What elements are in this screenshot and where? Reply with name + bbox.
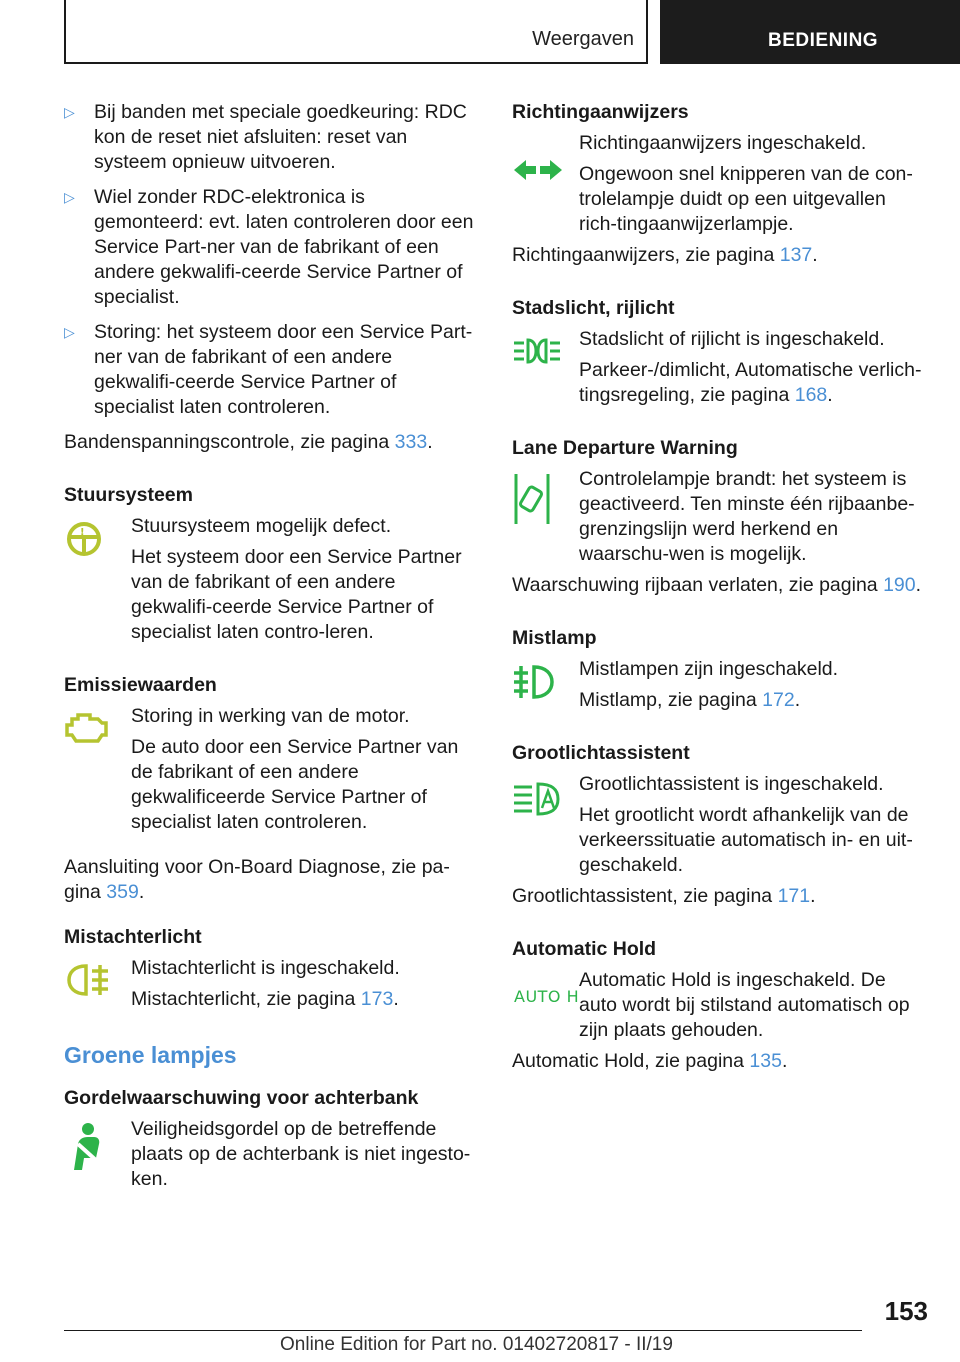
turn-line1: Richtingaanwijzers ingeschakeld. [579, 132, 867, 154]
emission-title: Emissiewaarden [64, 674, 217, 696]
parking-entry [512, 296, 924, 408]
page-link-190[interactable]: 190 [883, 574, 916, 596]
triangle-bullet-icon: ▷ [64, 104, 75, 120]
page-link-168[interactable]: 168 [794, 384, 828, 406]
lane-reference [512, 573, 924, 598]
ref-end: . [810, 885, 816, 907]
turn-title: Richtingaanwijzers [512, 101, 689, 123]
ref-text: Richtingaanwijzers, zie pagina [512, 244, 780, 266]
lane-departure-icon [512, 472, 552, 526]
fog-entry [512, 626, 924, 713]
rear-fog-light-icon [64, 961, 114, 999]
steering-line2: Het systeem door een Service Partner van de fabrikant of een andere gekwalifi-ceerde Service Partner of specialist laten contro-leren. [131, 546, 462, 643]
autohold-title: Automatic Hold [512, 938, 657, 960]
header-section-title: Weergaven [532, 28, 634, 50]
parking-title: Stadslicht, rijlicht [512, 297, 675, 319]
rearfog-reference [64, 987, 476, 1012]
lane-entry [512, 436, 924, 598]
svg-text:!: ! [80, 527, 85, 538]
triangle-bullet-icon: ▷ [64, 189, 75, 205]
auto-hold-icon: AUTO H [514, 987, 580, 1006]
header-section-box [64, 0, 648, 64]
list-item [64, 185, 476, 310]
ref-end: . [138, 881, 145, 903]
highbeam-entry [512, 741, 924, 909]
autohold-reference [512, 1049, 924, 1074]
green-lamps-heading: Groene lampjes [64, 1042, 237, 1068]
emission-line2: De auto door een Service Partner van de fabrikant of een andere gekwalificeerde Service Partner of specialist laten controleren. [131, 736, 459, 833]
page-link-135[interactable]: 135 [749, 1050, 782, 1072]
ref-text: Waarschuwing rijbaan verlaten, zie pagina [512, 574, 884, 596]
turn-line2: Ongewoon snel knipperen van de con-trolelampje duidt op een uitgevallen rich-tingaanwijzerlampje. [579, 163, 913, 235]
parking-light-icon [512, 336, 562, 366]
header-chapter-title: BEDIENING [768, 30, 879, 51]
tpms-reference [64, 430, 476, 455]
bullet-text: Storing: het systeem door een Service Part-ner van de fabrikant of een andere gekwalifi-ceerde Service Partner of specialist laten controleren. [94, 321, 473, 418]
page-link-172[interactable]: 172 [762, 689, 795, 711]
bullet-text: Bij banden met speciale goedkeuring: RDC kon de reset niet afsluiten: reset van systeem opnieuw uitvoeren. [94, 101, 467, 173]
page-header [0, 0, 960, 66]
parking-reference [512, 358, 924, 408]
ref-text: Parkeer-/dimlicht, Automatische verlich-tingsregeling, zie pagina [579, 359, 922, 406]
turn-reference [512, 243, 924, 268]
high-beam-assistant-icon [512, 781, 562, 817]
lane-title: Lane Departure Warning [512, 437, 738, 459]
belt-line1: Veiligheidsgordel op de betreffende plaats op de achterbank is niet ingesto-ken. [131, 1118, 471, 1190]
autohold-line1: Automatic Hold is ingeschakeld. De auto wordt bij stilstand automatisch op zijn plaats gehouden. [579, 969, 910, 1041]
list-item [64, 320, 476, 420]
bullet-text: Wiel zonder RDC-elektronica is gemonteerd: evt. laten controleren door een Service Part-ner van de fabrikant of een andere gekwalifi-ceerde Service Partner of specialist. [94, 186, 474, 308]
steering-line1: Stuursysteem mogelijk defect. [131, 515, 392, 537]
ref-text: Aansluiting voor On-Board Diagnose, zie pa-gina [64, 856, 450, 903]
emission-entry [64, 673, 476, 905]
footer-divider [64, 1330, 862, 1331]
ref-end: . [812, 244, 818, 266]
fog-title: Mistlamp [512, 627, 597, 649]
fog-reference [512, 688, 924, 713]
steering-title: Stuursysteem [64, 484, 193, 506]
autohold-entry [512, 937, 924, 1074]
page-link-173[interactable]: 173 [360, 988, 394, 1010]
fog-line1: Mistlampen zijn ingeschakeld. [579, 658, 839, 680]
ref-text: Mistachterlicht, zie pagina [131, 988, 361, 1010]
belt-entry [64, 1086, 476, 1192]
ref-text: Bandenspanningscontrole, zie pagina [64, 431, 395, 453]
rearfog-entry [64, 925, 476, 1012]
ref-text: Grootlichtassistent, zie pagina [512, 885, 778, 907]
ref-end: . [427, 431, 433, 453]
highbeam-line2: Het grootlicht wordt afhankelijk van de verkeerssituatie automatisch in- en uit-geschakeld. [579, 804, 913, 876]
ref-end: . [827, 384, 833, 406]
front-fog-light-icon [512, 662, 556, 702]
edition-footer: Online Edition for Part no. 01402720817 - II/19 [280, 1334, 673, 1355]
turn-entry [512, 100, 924, 268]
ref-text: Mistlamp, zie pagina [579, 689, 763, 711]
list-item [64, 100, 476, 175]
parking-line1: Stadslicht of rijlicht is ingeschakeld. [579, 328, 885, 350]
page-link-171[interactable]: 171 [777, 885, 811, 907]
page-link-137[interactable]: 137 [779, 244, 813, 266]
rearfog-line1: Mistachterlicht is ingeschakeld. [131, 957, 400, 979]
ref-end: . [393, 988, 399, 1010]
ref-end: . [794, 689, 801, 711]
left-column [64, 100, 476, 1192]
ref-end: . [781, 1050, 788, 1072]
ref-end: . [915, 574, 922, 596]
rearfog-title: Mistachterlicht [64, 926, 202, 948]
page-link-333[interactable]: 333 [394, 431, 428, 453]
belt-title: Gordelwaarschuwing voor achterbank [64, 1087, 419, 1109]
highbeam-title: Grootlichtassistent [512, 742, 690, 764]
header-chapter-box [660, 0, 960, 64]
steering-warning-icon [64, 519, 104, 559]
lane-line1: Controlelampje brandt: het systeem is geactiveerd. Ten minste één rijbaanbe-grenzingslijn werd herkend en waarschu-wen is mogelijk. [579, 468, 915, 565]
triangle-bullet-icon: ▷ [64, 324, 75, 340]
turn-signal-arrows-icon [512, 158, 564, 182]
steering-entry [64, 483, 476, 645]
highbeam-line1: Grootlichtassistent is ingeschakeld. [579, 773, 884, 795]
page-link-359[interactable]: 359 [106, 881, 139, 903]
emission-line1: Storing in werking van de motor. [131, 705, 410, 727]
seatbelt-icon [64, 1122, 108, 1172]
right-column [512, 100, 924, 1074]
obd-reference [64, 855, 476, 905]
ref-text: Automatic Hold, zie pagina [512, 1050, 750, 1072]
highbeam-reference [512, 884, 924, 909]
page-number: 153 [884, 1296, 928, 1326]
engine-warning-icon [64, 711, 112, 745]
